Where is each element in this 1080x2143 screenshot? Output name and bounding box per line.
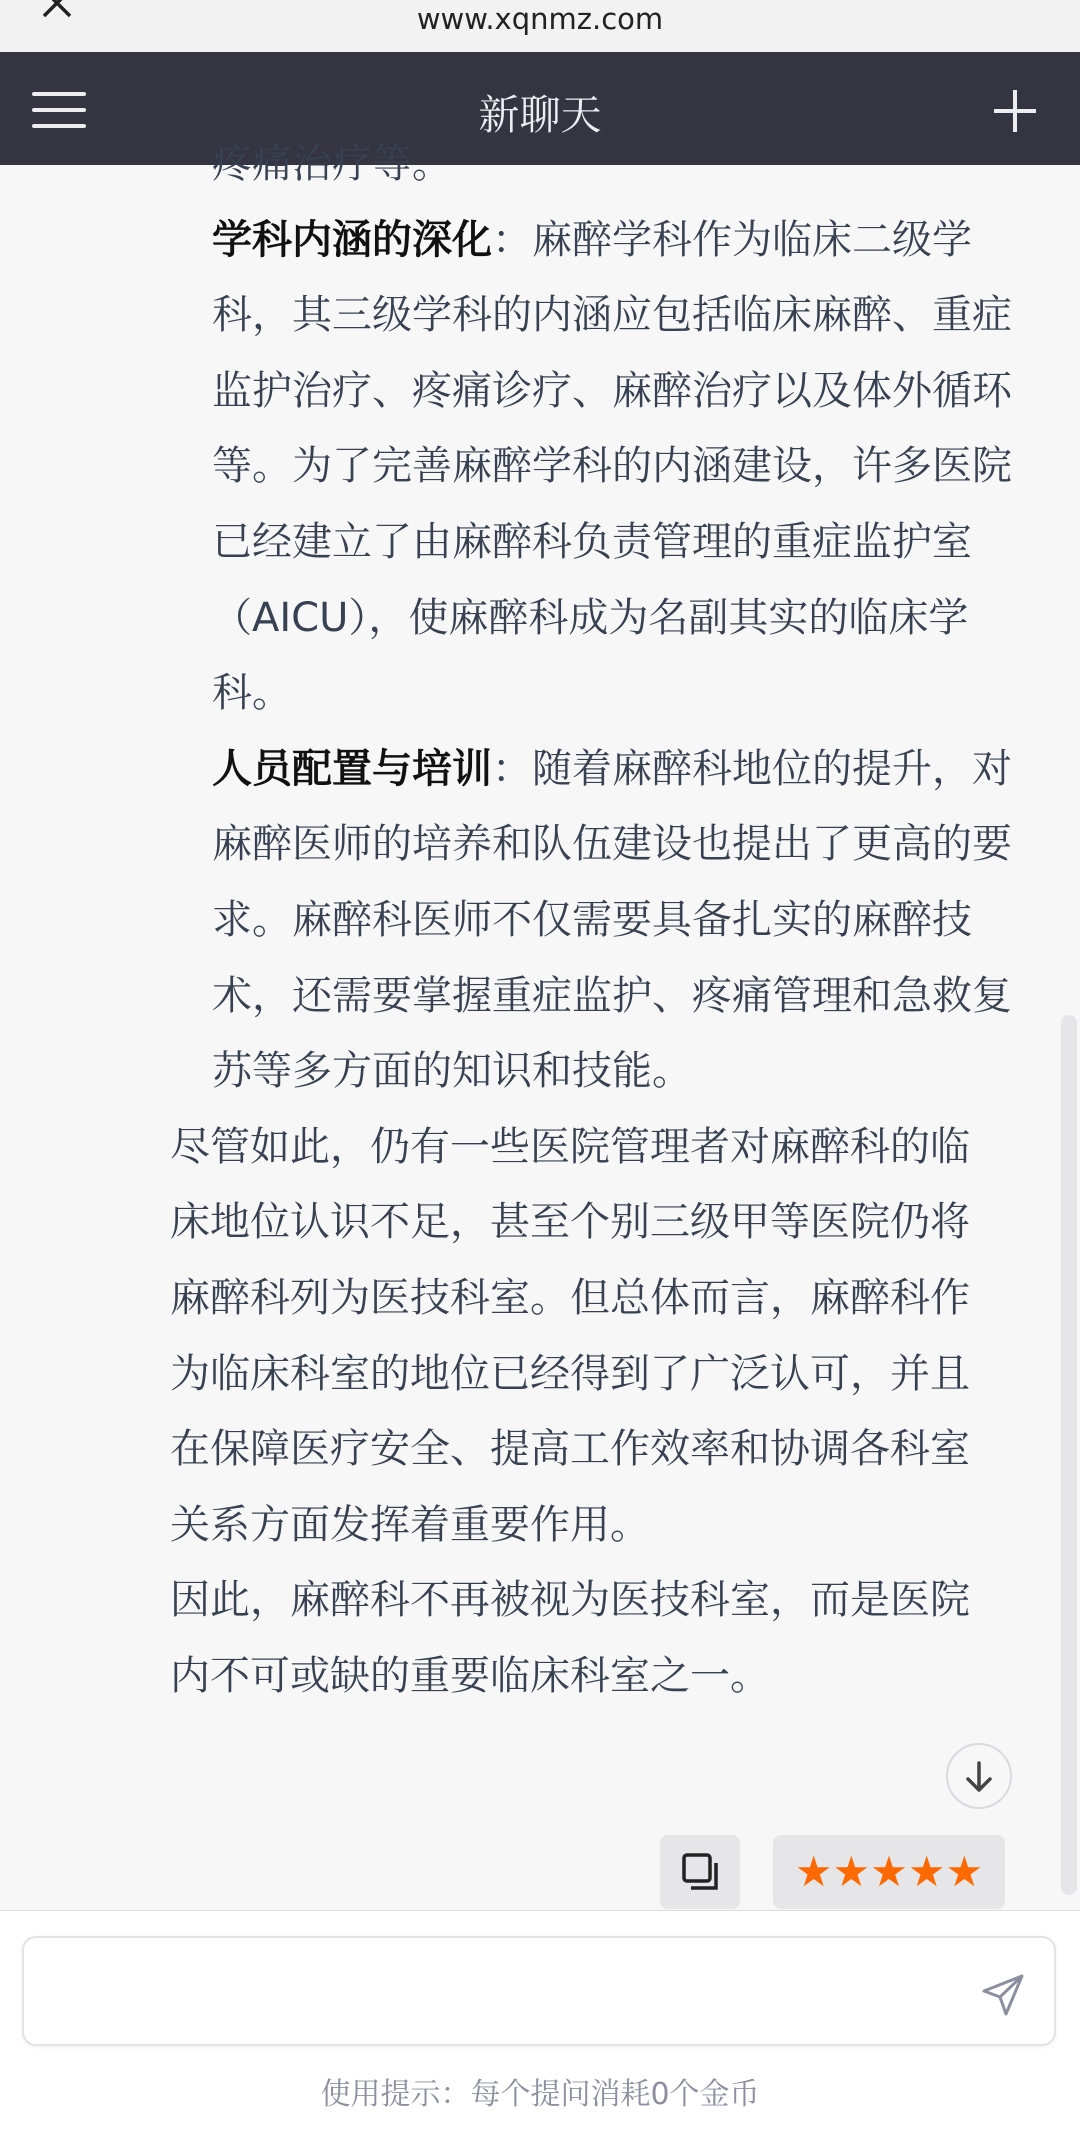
message-input[interactable] (44, 1958, 988, 2026)
scrollbar[interactable] (1061, 1015, 1077, 1895)
list-item (170, 203, 1020, 732)
list-item-fragment (170, 127, 1020, 203)
list-item-separator: ： (492, 216, 532, 263)
message-paragraph: 因此，麻醉科不再被视为医技科室，而是医院内不可或缺的重要临床科室之一。 (170, 1577, 970, 1699)
message-input-box (22, 1936, 1056, 2046)
browser-url[interactable]: www.xqnmz.com (416, 2, 664, 36)
scroll-to-bottom-button[interactable] (946, 1743, 1012, 1809)
list-item-heading: 人员配置与培训 (212, 745, 492, 792)
star-rating[interactable]: ★★★★★ (773, 1835, 1005, 1909)
composer (0, 1910, 1080, 2143)
message-text-fragment: 疼痛治疗等。 (212, 141, 452, 187)
copy-icon (660, 1835, 740, 1909)
arrow-down-icon (948, 1745, 1010, 1807)
message-paragraph: 尽管如此，仍有一些医院管理者对麻醉科的临床地位认识不足，甚至个别三级甲等医院仍将麻醉科列为医技科室。但总体而言，麻醉科作为临床科室的地位已经得到了广泛认可，并且在保障医疗安全、提高工作效率和协调各科室关系方面发挥着重要作用。 (170, 1123, 970, 1548)
assistant-message (170, 127, 1020, 1714)
list-item-text: 麻醉学科作为临床二级学科，其三级学科的内涵应包括临床麻醉、重症监护治疗、疼痛诊疗、麻醉治疗以及体外循环等。为了完善麻醉学科的内涵建设，许多医院已经建立了由麻醉科负责管理的重症监护室（AICU），使麻醉科成为名副其实的临床学科。 (212, 216, 1012, 717)
list-item-heading: 学科内涵的深化 (212, 216, 492, 263)
usage-hint: 使用提示：每个提问消耗0个金币 (320, 2077, 760, 2112)
list-item (170, 732, 1020, 1110)
browser-address-bar (0, 0, 1080, 53)
list-item-text: 随着麻醉科地位的提升，对麻醉医师的培养和队伍建设也提出了更高的要求。麻醉科医师不仅需要具备扎实的麻醉技术，还需要掌握重症监护、疼痛管理和急救复苏等多方面的知识和技能。 (212, 745, 1012, 1095)
copy-button[interactable] (660, 1835, 740, 1909)
send-icon[interactable] (980, 1972, 1026, 2018)
page-title: 新聊天 (478, 91, 602, 139)
chat-messages[interactable] (0, 141, 1080, 1910)
list-item-separator: ： (492, 745, 532, 792)
